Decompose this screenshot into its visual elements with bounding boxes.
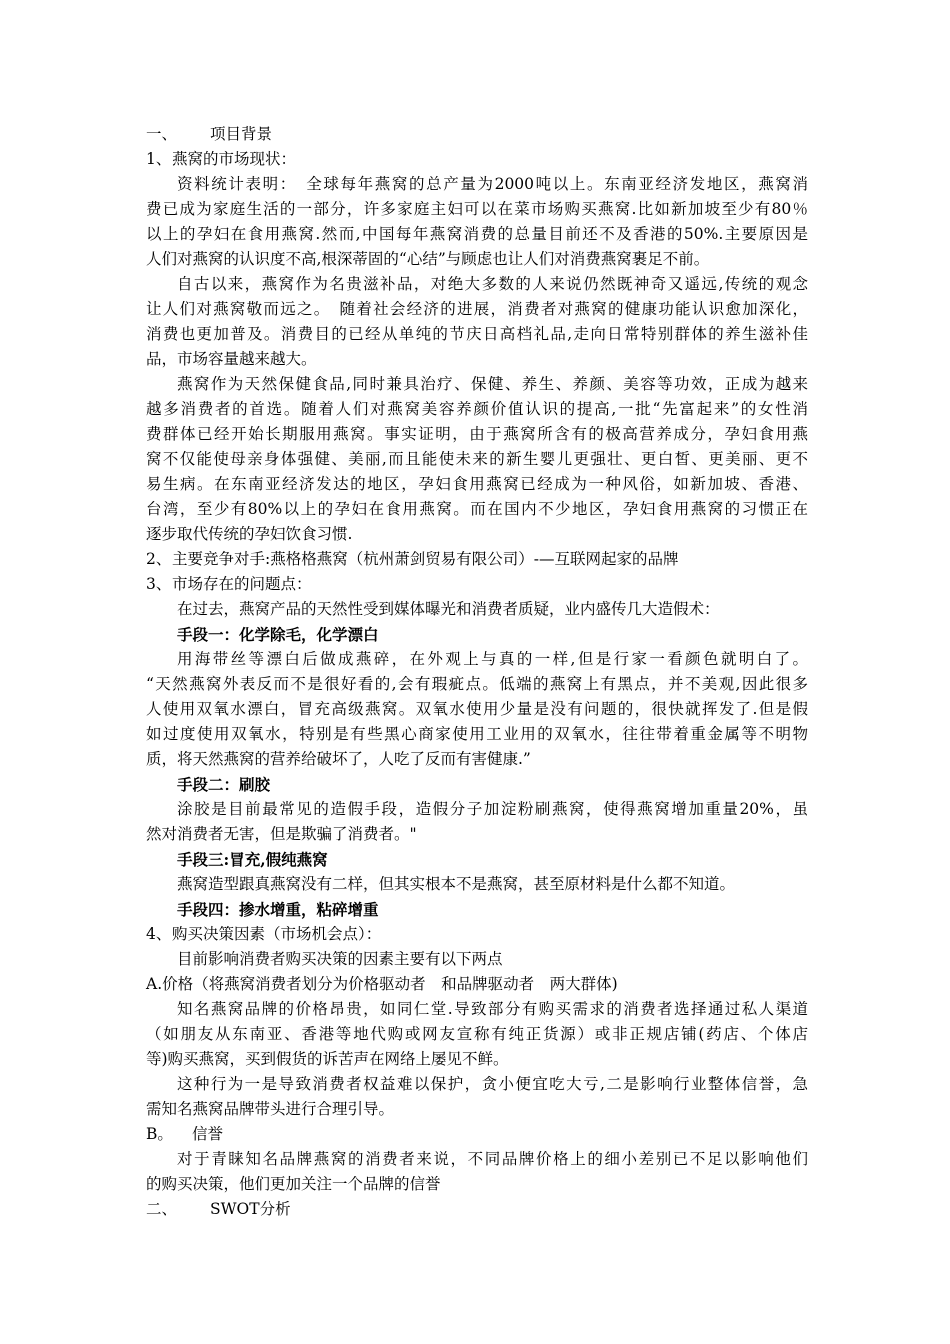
- paragraph-line: “天然燕窝外表反而不是很好看的,会有瑕疵点。低端的燕窝上有黑点，并不美观,因此很多: [146, 675, 808, 693]
- paragraph-line: 等)购买燕窝，买到假货的诉苦声在网络上屡见不鲜。: [146, 1050, 509, 1068]
- subheading-reputation: [146, 1122, 808, 1147]
- paragraph-line: 资料统计表明： 全球每年燕窝的总产量为2000吨以上。东南亚经济发地区，燕窝消: [177, 175, 808, 193]
- subheading-method-3: 手段三:冒充,假纯燕窝: [177, 850, 328, 869]
- item-heading-2: [146, 547, 808, 572]
- subheading-method-4: 手段四：掺水增重，粘碎增重: [177, 900, 379, 919]
- paragraph-line: 燕窝作为天然保健食品,同时兼具治疗、保健、养生、养颜、美容等功效，正成为越来: [177, 375, 808, 393]
- item-heading-4: [146, 922, 808, 947]
- paragraph-line: 需知名燕窝品牌带头进行合理引导。: [146, 1100, 395, 1118]
- paragraph-line: 费已成为家庭生活的一部分，许多家庭主妇可以在菜市场购买燕窝.比如新加坡至少有80％: [146, 200, 808, 218]
- subheading-method-2: 手段二：刷胶: [177, 775, 271, 794]
- item-title: 信誉: [192, 1125, 224, 1143]
- section-heading-2: [146, 1197, 808, 1222]
- paragraph-line: 用海带丝等漂白后做成燕碎，在外观上与真的一样,但是行家一看颜色就明白了。: [177, 650, 808, 668]
- paragraph-line: 消费也更加普及。消费目的已经从单纯的节庆日高档礼品,走向日常特别群体的养生滋补佳: [146, 325, 808, 343]
- paragraph-line: 涂胶是目前最常见的造假手段，造假分子加淀粉刷燕窝，使得燕窝增加重量20%，虽: [177, 800, 808, 818]
- paragraph-line: 目前影响消费者购买决策的因素主要有以下两点: [177, 950, 503, 968]
- item-number: 2、: [146, 550, 172, 568]
- paragraph-line: 逐步取代传统的孕妇饮食习惯.: [146, 525, 353, 543]
- item-heading-1: [146, 147, 808, 172]
- paragraph-line: 这种行为一是导致消费者权益难以保护，贪小便宜吃大亏,二是影响行业整体信誉，急: [177, 1075, 808, 1093]
- section-title: 项目背景: [210, 125, 273, 143]
- paragraph-line: 以上的孕妇在食用燕窝.然而,中国每年燕窝消费的总量目前还不及香港的50%.主要原因是: [146, 225, 808, 243]
- section-number: 一、: [146, 125, 178, 143]
- subheading-method-1: 手段一：化学除毛，化学漂白: [177, 625, 379, 644]
- section-title: SWOT分析: [210, 1200, 291, 1218]
- item-number: 4、: [146, 925, 172, 943]
- item-title: 购买决策因素（市场机会点）：: [172, 925, 382, 943]
- paragraph-line: 窝不仅能使母亲身体强健、美丽,而且能使未来的新生婴儿更强壮、更白皙、更美丽、更不: [146, 450, 808, 468]
- item-title: 主要竞争对手:燕格格燕窝（杭州萧剑贸易有限公司）-—互联网起家的品牌: [172, 550, 679, 568]
- paragraph-line: 知名燕窝品牌的价格昂贵，如同仁堂.导致部分有购买需求的消费者选择通过私人渠道: [177, 1000, 808, 1018]
- paragraph-line: 人使用双氧水漂白，冒充高级燕窝。双氧水使用少量是没有问题的，很快就挥发了.但是假: [146, 700, 808, 718]
- paragraph-line: （如朋友从东南亚、香港等地代购或网友宣称有纯正货源）或非正规店铺(药店、个体店: [146, 1025, 808, 1043]
- item-title: 市场存在的问题点：: [172, 575, 312, 593]
- subheading-price: A.价格（将燕窝消费者划分为价格驱动者 和品牌驱动者 两大群体): [146, 975, 618, 993]
- paragraph-line: 的购买决策，他们更加关注一个品牌的信誉: [146, 1175, 441, 1193]
- paragraph-line: 人们对燕窝的认识度不高,根深蒂固的“心结”与顾虑也让人们对消费燕窝裹足不前。: [146, 250, 710, 268]
- item-number: 3、: [146, 575, 172, 593]
- section-heading-1: [146, 122, 808, 147]
- paragraph-line: 让人们对燕窝敬而远之。 随着社会经济的进展，消费者对燕窝的健康功能认识愈加深化，: [146, 300, 808, 318]
- paragraph-line: 自古以来，燕窝作为名贵滋补品，对绝大多数的人来说仍然既神奇又遥远,传统的观念: [177, 275, 808, 293]
- item-heading-3: [146, 572, 808, 597]
- paragraph-line: 台湾，至少有80%以上的孕妇在食用燕窝。而在国内不少地区，孕妇食用燕窝的习惯正在: [146, 500, 808, 518]
- section-number: 二、: [146, 1200, 178, 1218]
- paragraph-line: 如过度使用双氧水，特别是有些黑心商家使用工业用的双氧水，往往带着重金属等不明物: [146, 725, 808, 743]
- paragraph-line: 越多消费者的首选。随着人们对燕窝美容养颜价值认识的提高,一批“先富起来”的女性消: [146, 400, 808, 418]
- item-number: B。: [146, 1125, 173, 1143]
- item-title: 燕窝的市场现状：: [172, 150, 297, 168]
- paragraph-line: 易生病。在东南亚经济发达的地区，孕妇食用燕窝已经成为一种风俗，如新加坡、香港、: [146, 475, 808, 493]
- paragraph-line: 品，市场容量越来越大。: [146, 350, 317, 368]
- item-number: 1、: [146, 150, 172, 168]
- paragraph-line: 燕窝造型跟真燕窝没有二样，但其实根本不是燕窝，甚至原材料是什么都不知道。: [177, 875, 736, 893]
- paragraph-line: 质，将天然燕窝的营养给破坏了，人吃了反而有害健康.”: [146, 750, 531, 768]
- paragraph-line: 对于青睐知名品牌燕窝的消费者来说，不同品牌价格上的细小差别已不足以影响他们: [177, 1150, 808, 1168]
- paragraph-line: 然对消费者无害，但是欺骗了消费者。": [146, 825, 417, 843]
- paragraph-line: 费群体已经开始长期服用燕窝。事实证明，由于燕窝所含有的极高营养成分，孕妇食用燕: [146, 425, 808, 443]
- document-body: [146, 122, 808, 1222]
- paragraph-line: 在过去，燕窝产品的天然性受到媒体曝光和消费者质疑，业内盛传几大造假术：: [177, 600, 720, 618]
